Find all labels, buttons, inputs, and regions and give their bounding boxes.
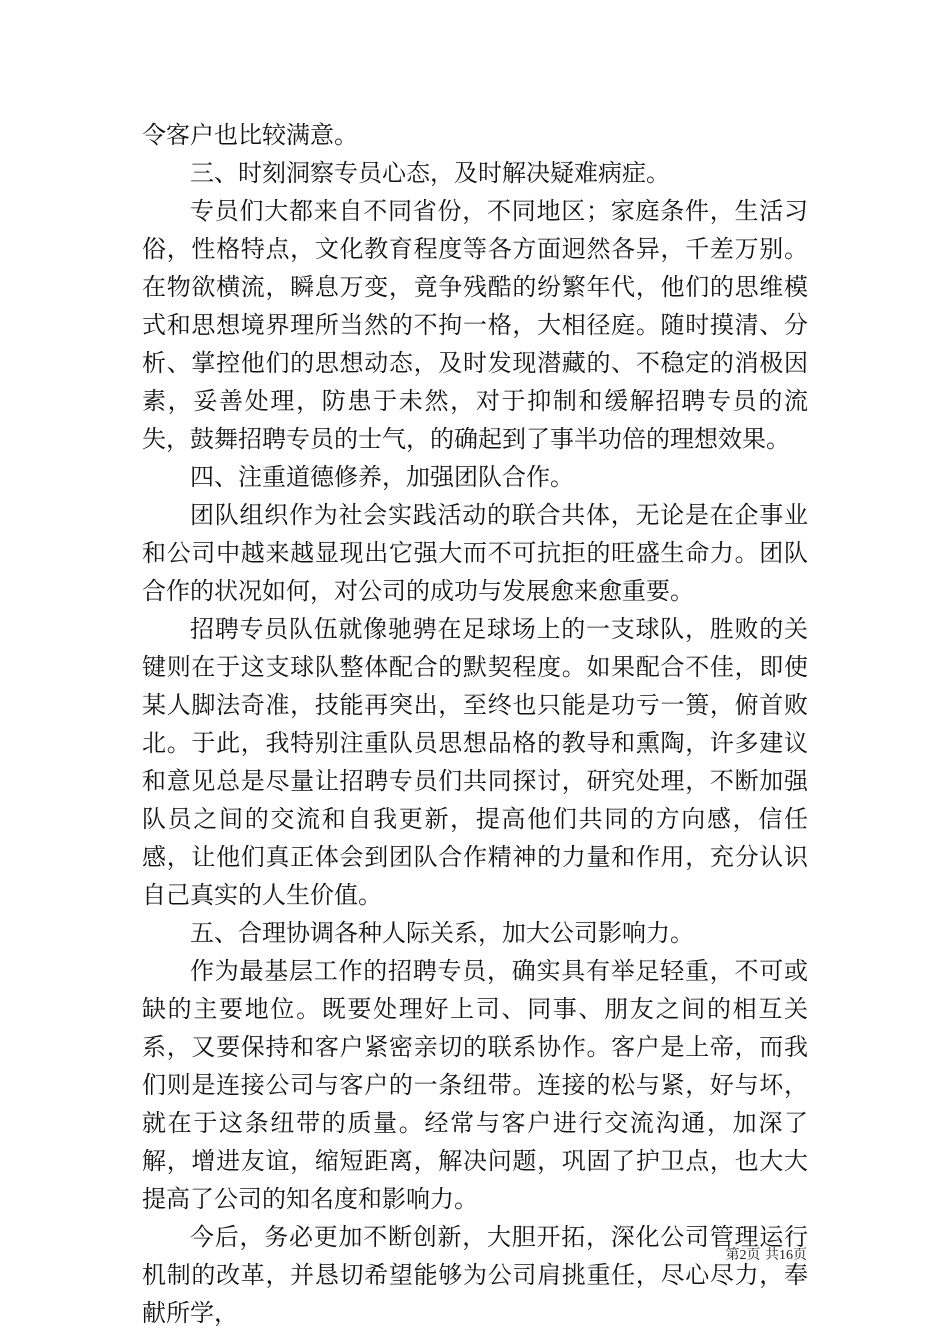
footer-prefix: 第 — [725, 1247, 740, 1263]
document-body — [142, 116, 808, 1332]
heading-section-4: 四、注重道德修养，加强团队合作。 — [190, 463, 574, 491]
paragraph-6: 招聘专员队伍就像驰骋在足球场上的一支球队，胜败的关键则在于这支球队整体配合的默契程度。如果配合不佳，即使某人脚法奇准，技能再突出，至终也只能是功亏一篑，俯首败北。于此，我特别注重队员思想品格的教导和熏陶，许多建议和意见总是尽量让招聘专员们共同探讨，研究处理，不断加强队员之间的交流和自我更新，提高他们共同的方向感，信任感，让他们真正体会到团队合作精神的力量和作用，充分认识自己真实的人生价值。 — [142, 615, 808, 909]
footer-middle: 页 共 — [746, 1247, 779, 1263]
footer-suffix: 页 — [793, 1247, 807, 1263]
heading-section-3: 三、时刻洞察专员心态，及时解决疑难病症。 — [190, 159, 670, 187]
paragraph-3: 专员们大都来自不同省份，不同地区；家庭条件，生活习俗，性格特点，文化教育程度等各方面迥然各异，千差万别。在物欲横流，瞬息万变，竟争残酷的纷繁年代，他们的思维模式和思想境界理所当然的不拘一格，大相径庭。随时摸清、分析、掌控他们的思想动态，及时发现潜藏的、不稳定的消极因素，妥善处理，防患于未然，对于抑制和缓解招聘专员的流失，鼓舞招聘专员的士气，的确起到了事半功倍的理想效果。 — [142, 197, 808, 453]
current-page-number: 2 — [739, 1248, 747, 1263]
paragraph-9: 今后，务必更加不断创新，大胆开拓，深化公司管理运行机制的改革，并恳切希望能够为公司肩挑重任，尽心尽力，奉献所学， — [142, 1223, 808, 1327]
paragraph-1: 令客户也比较满意。 — [142, 121, 358, 149]
paragraph-5: 团队组织作为社会实践活动的联合共体，无论是在企事业和公司中越来越显现出它强大而不可抗拒的旺盛生命力。团队合作的状况如何，对公司的成功与发展愈来愈重要。 — [142, 501, 808, 605]
page-number-footer — [726, 1246, 807, 1265]
total-pages-number: 16 — [779, 1248, 793, 1263]
paragraph-8: 作为最基层工作的招聘专员，确实具有举足轻重，不可或缺的主要地位。既要处理好上司、同事、朋友之间的相互关系，又要保持和客户紧密亲切的联系协作。客户是上帝，而我们则是连接公司与客户的一条纽带。连接的松与紧，好与坏，就在于这条纽带的质量。经常与客户进行交流沟通，加深了解，增进友谊，缩短距离，解决问题，巩固了护卫点，也大大提高了公司的知名度和影响力。 — [142, 957, 808, 1213]
heading-section-5: 五、合理协调各种人际关系，加大公司影响力。 — [190, 919, 694, 947]
